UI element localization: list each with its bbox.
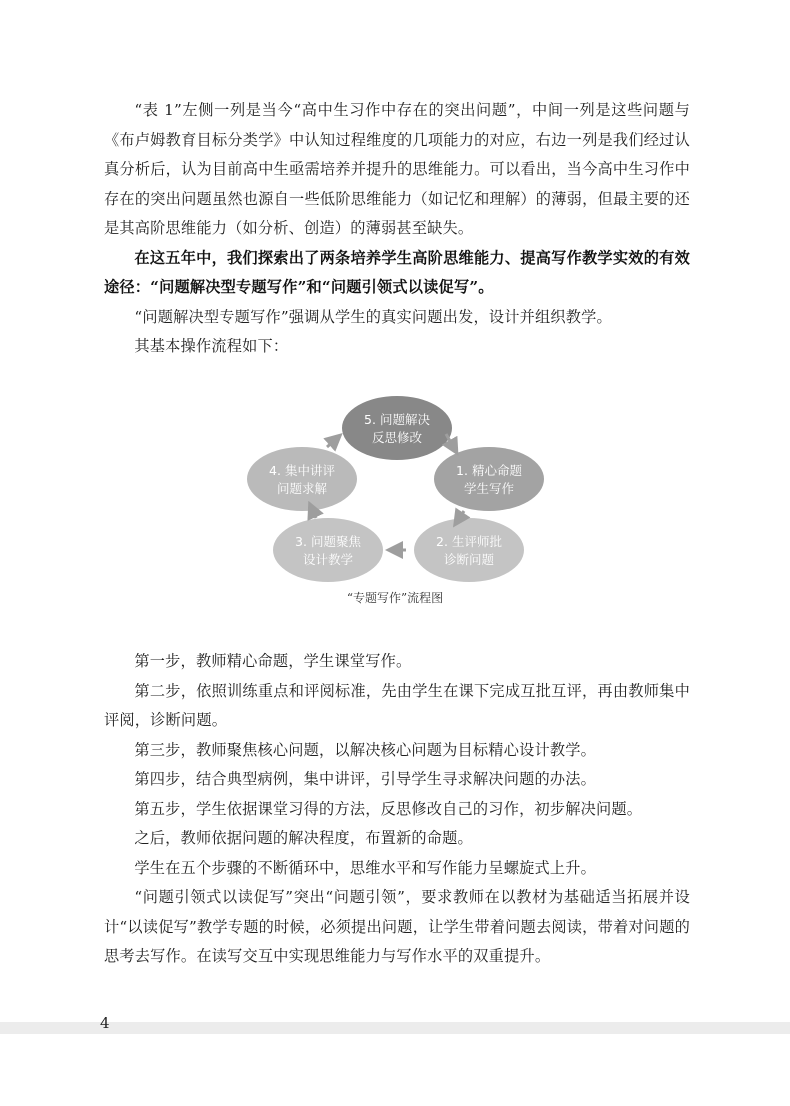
node-4-shape xyxy=(247,447,357,511)
node-5-subtitle: 反思修改 xyxy=(371,430,423,445)
node-1-shape xyxy=(434,447,544,511)
node-2-subtitle: 诊断问题 xyxy=(443,552,495,567)
node-3-shape xyxy=(273,518,383,582)
cycle-node-4 xyxy=(247,447,357,511)
node-2-title: 2. 生评师批 xyxy=(436,534,502,549)
writing-cycle-diagram xyxy=(232,394,562,606)
paragraph-spiral-growth: 学生在五个步骤的不断循环中，思维水平和写作能力呈螺旋式上升。 xyxy=(134,858,597,877)
paragraph-table-analysis: “表 1”左侧一列是当今“高中生习作中存在的突出问题”，中间一列是这些问题与《布卢姆教育目标分类学》中认知过程维度的几项能力的对应，右边一列是我们经过认真分析后，认为目前高中生亟需培养并提升的思维能力。可以看出，当今高中生习作中存在的突出问题虽然也源自一些低阶思维能力（如记忆和理解）的薄弱，但最主要的还是其高阶思维能力（如分析、创造）的薄弱甚至缺失。 xyxy=(104,101,690,237)
cycle-node-5 xyxy=(342,396,452,460)
intro-text-block xyxy=(104,96,690,362)
steps-text-block xyxy=(104,647,690,972)
paragraph-step-3: 第三步，教师聚焦核心问题，以解决核心问题为目标精心设计教学。 xyxy=(134,740,597,759)
paragraph-step-5: 第五步，学生依据课堂习得的方法，反思修改自己的习作，初步解决问题。 xyxy=(134,799,643,818)
node-3-subtitle: 设计教学 xyxy=(302,552,354,567)
cycle-node-2 xyxy=(414,518,524,582)
cycle-node-1 xyxy=(434,447,544,511)
footer-band xyxy=(0,1022,790,1034)
paragraph-step-2: 第二步，依照训练重点和评阅标准，先由学生在课下完成互批互评，再由教师集中评阅，诊断问题。 xyxy=(104,681,690,729)
paragraph-step-1: 第一步，教师精心命题，学生课堂写作。 xyxy=(134,652,412,670)
paragraph-process-lead: 其基本操作流程如下： xyxy=(134,337,289,355)
node-2-shape xyxy=(414,518,524,582)
node-5-title: 5. 问题解决 xyxy=(364,412,430,427)
paragraph-topic-writing-intro: “问题解决型专题写作”强调从学生的真实问题出发，设计并组织教学。 xyxy=(134,307,612,326)
node-4-title: 4. 集中讲评 xyxy=(269,463,335,478)
diagram-caption: “专题写作”流程图 xyxy=(346,591,444,605)
node-5-shape xyxy=(342,396,452,460)
node-1-title: 1. 精心命题 xyxy=(456,463,522,478)
node-3-title: 3. 问题聚焦 xyxy=(295,534,361,549)
arrow-3-to-4 xyxy=(312,509,316,518)
paragraph-afterwards: 之后，教师依据问题的解决程度，布置新的命题。 xyxy=(134,829,473,847)
paragraph-step-4: 第四步，结合典型病例，集中讲评，引导学生寻求解决问题的办法。 xyxy=(134,770,597,788)
page-number: 4 xyxy=(100,1014,110,1032)
paragraph-reading-to-writing: “问题引领式以读促写”突出“问题引领”，要求教师在以教材为基础适当拓展并设计“以读促写”教学专题的时候，必须提出问题，让学生带着问题去阅读，带着对问题的思考去写作。在读写交互中实现思维能力与写作水平的双重提升。 xyxy=(104,888,690,965)
arrow-4-to-5 xyxy=(327,439,336,447)
node-4-subtitle: 问题求解 xyxy=(276,481,328,496)
paragraph-two-approaches: 在这五年中，我们探索出了两条培养学生高阶思维能力、提高写作教学实效的有效途径：“问题解决型专题写作”和“问题引领式以读促写”。 xyxy=(104,248,690,296)
cycle-node-3 xyxy=(273,518,383,582)
node-1-subtitle: 学生写作 xyxy=(463,481,515,496)
